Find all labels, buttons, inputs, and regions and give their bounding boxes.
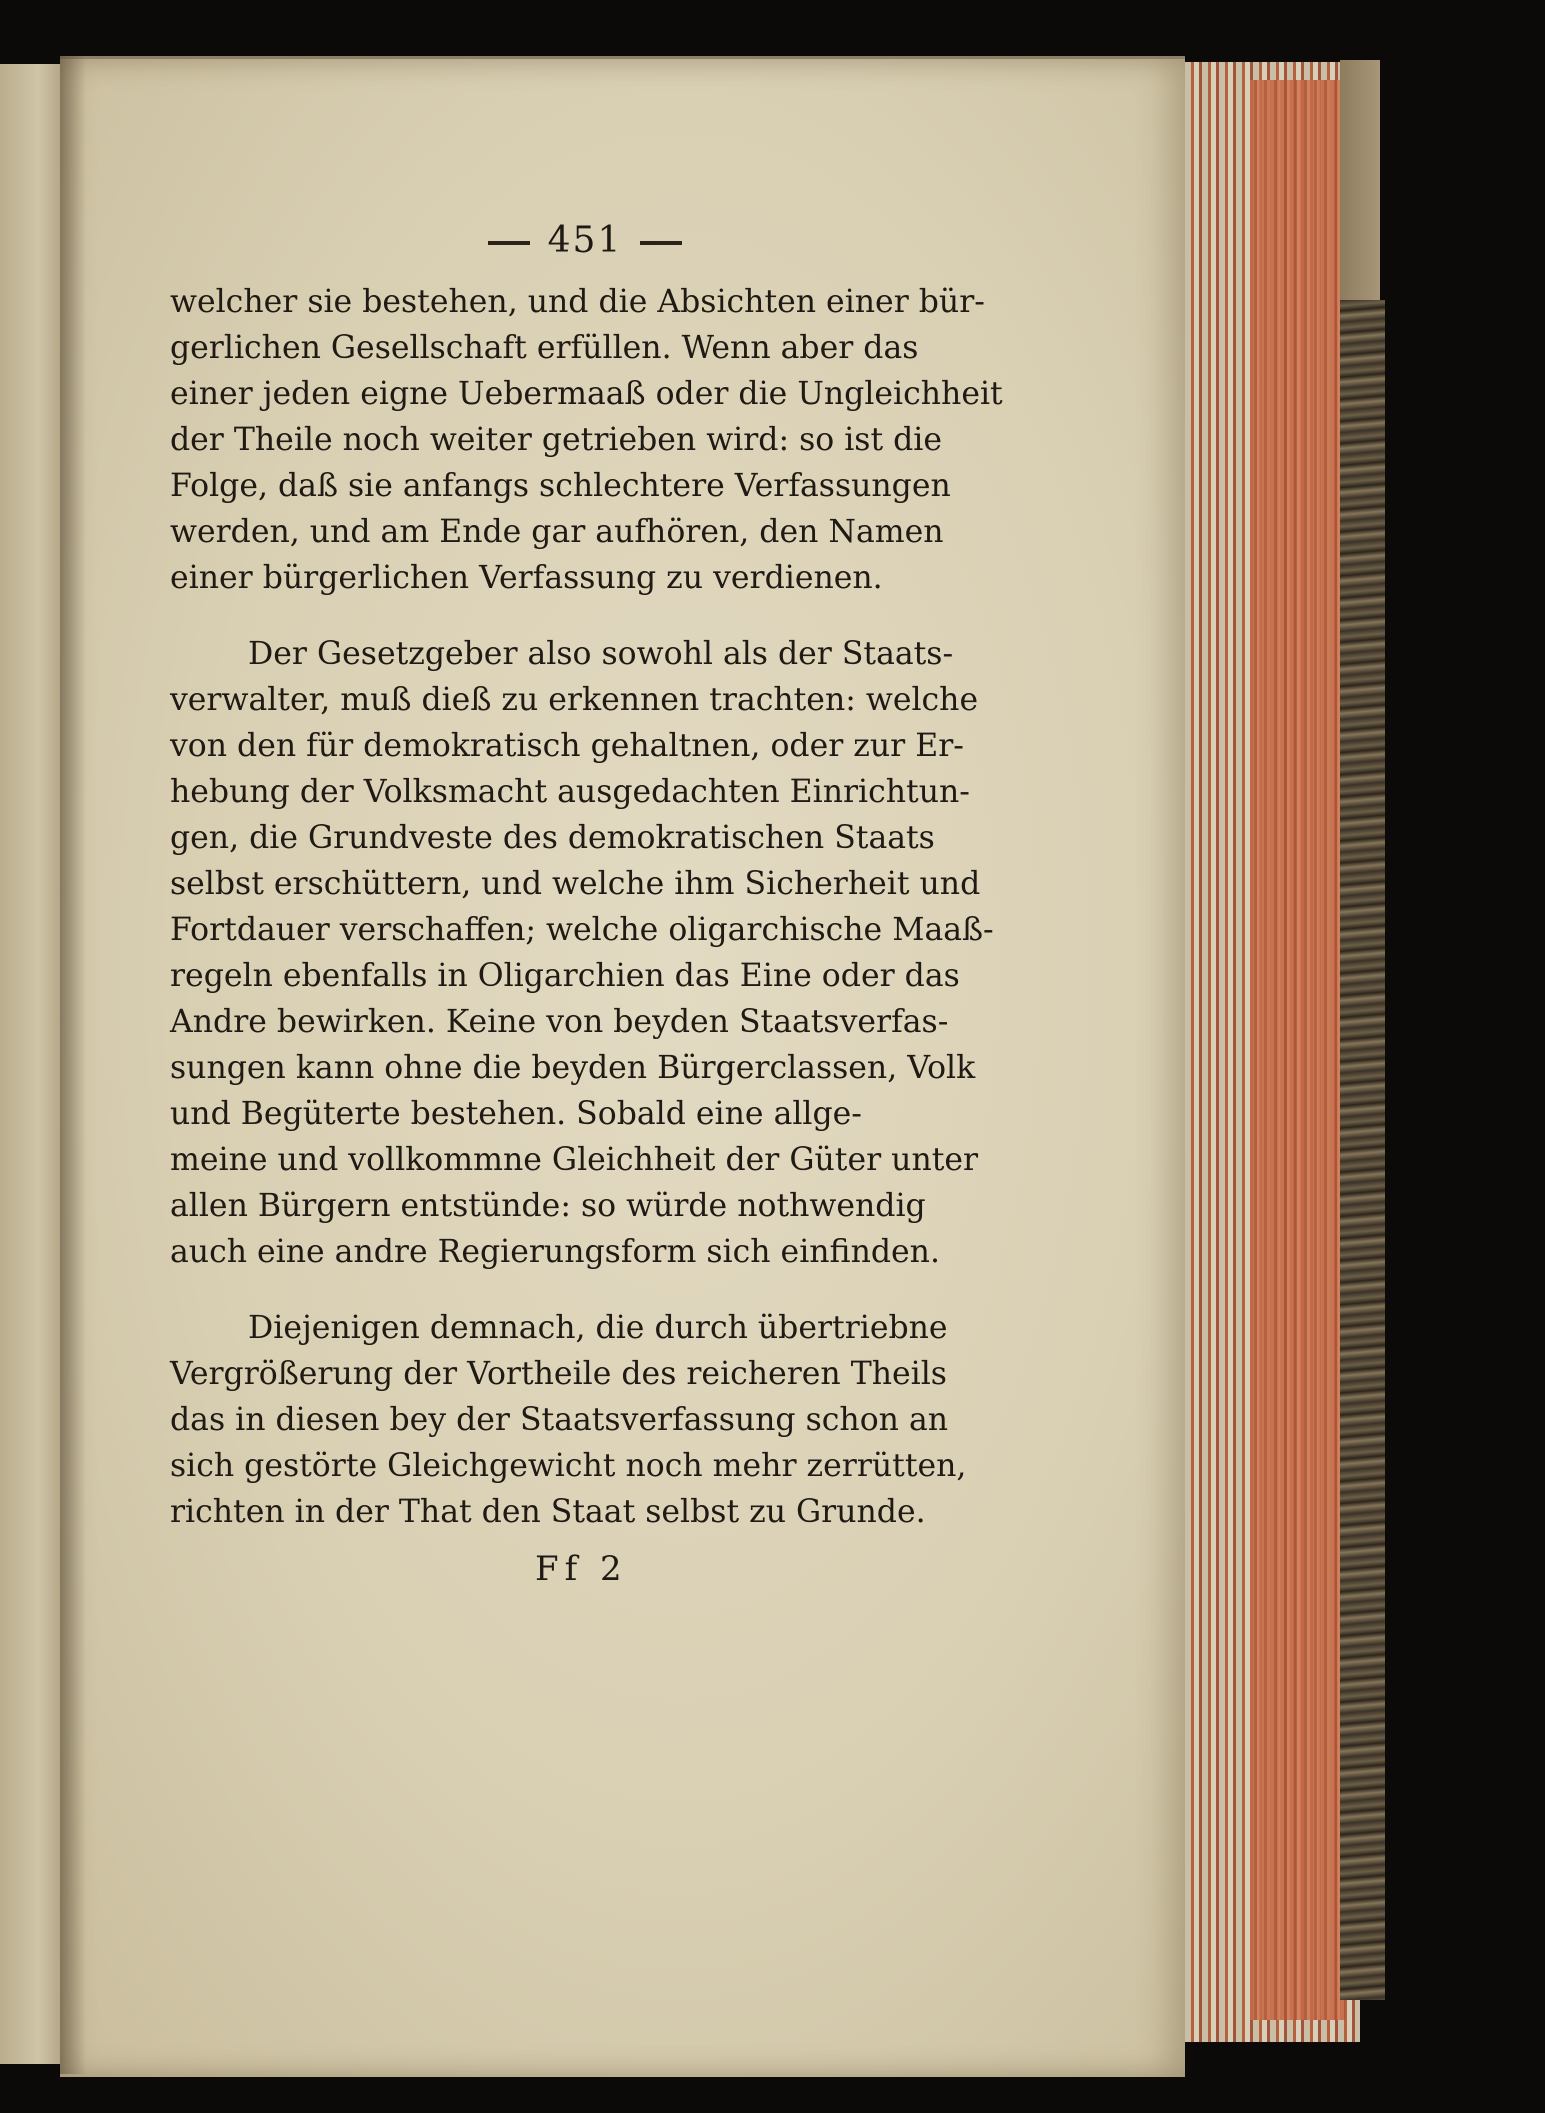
text-line: Vergrößerung der Vortheile des reicheren Theils	[170, 1356, 947, 1392]
text-line: das in diesen bey der Staatsverfassung schon an	[170, 1402, 949, 1438]
text-line: gerlichen Gesellschaft erfüllen. Wenn aber das	[170, 330, 919, 366]
text-line: richten in der That den Staat selbst zu Grunde.	[170, 1494, 926, 1530]
paragraph-3	[170, 1305, 970, 1535]
cover-board-top	[1340, 60, 1380, 305]
header-dash-right	[640, 241, 682, 245]
page-header	[170, 220, 970, 261]
text-line: auch eine andre Regierungsform sich einfinden.	[170, 1234, 940, 1270]
red-page-edges	[1250, 80, 1345, 2020]
text-line: selbst erschüttern, und welche ihm Sicherheit und	[170, 866, 981, 902]
header-dash-left	[488, 241, 530, 245]
text-line: Andre bewirken. Keine von beyden Staatsverfas-	[170, 1004, 949, 1040]
text-line: werden, und am Ende gar aufhören, den Namen	[170, 514, 944, 550]
text-line: Diejenigen demnach, die durch übertriebne	[248, 1310, 948, 1346]
page-text-block	[170, 220, 1003, 1589]
text-line: sich gestörte Gleichgewicht noch mehr zerrütten,	[170, 1448, 967, 1484]
text-line: meine und vollkommne Gleichheit der Güter unter	[170, 1142, 979, 1178]
paragraph-1	[170, 279, 1003, 601]
text-line: allen Bürgern entstünde: so würde nothwendig	[170, 1188, 926, 1224]
text-line: Der Gesetzgeber also sowohl als der Staats-	[248, 636, 954, 672]
text-line: welcher sie bestehen, und die Absichten einer bür-	[170, 284, 985, 320]
text-line: gen, die Grundveste des demokratischen Staats	[170, 820, 935, 856]
text-line: der Theile noch weiter getrieben wird: so ist die	[170, 422, 943, 458]
gutter-shadow	[60, 56, 86, 2074]
text-line: Folge, daß sie anfangs schlechtere Verfassungen	[170, 468, 951, 504]
text-line: regeln ebenfalls in Oligarchien das Eine oder das	[170, 958, 960, 994]
text-line: Fortdauer verschaffen; welche oligarchische Maaß-	[170, 912, 994, 948]
signature-mark: Ff 2	[535, 1549, 628, 1589]
text-line: sungen kann ohne die beyden Bürgerclassen, Volk	[170, 1050, 976, 1086]
text-line: einer bürgerlichen Verfassung zu verdienen.	[170, 560, 883, 596]
text-line: und Begüterte bestehen. Sobald eine allge-	[170, 1096, 862, 1132]
text-line: verwalter, muß dieß zu erkennen trachten: welche	[170, 682, 979, 718]
marbled-cover	[1340, 300, 1385, 2000]
text-line: einer jeden eigne Uebermaaß oder die Ungleichheit	[170, 376, 1003, 412]
text-line: von den für demokratisch gehaltnen, oder zur Er-	[170, 728, 964, 764]
text-line: hebung der Volksmacht ausgedachten Einrichtun-	[170, 774, 970, 810]
paragraph-2	[170, 631, 994, 1275]
page-number: 451	[547, 220, 623, 261]
